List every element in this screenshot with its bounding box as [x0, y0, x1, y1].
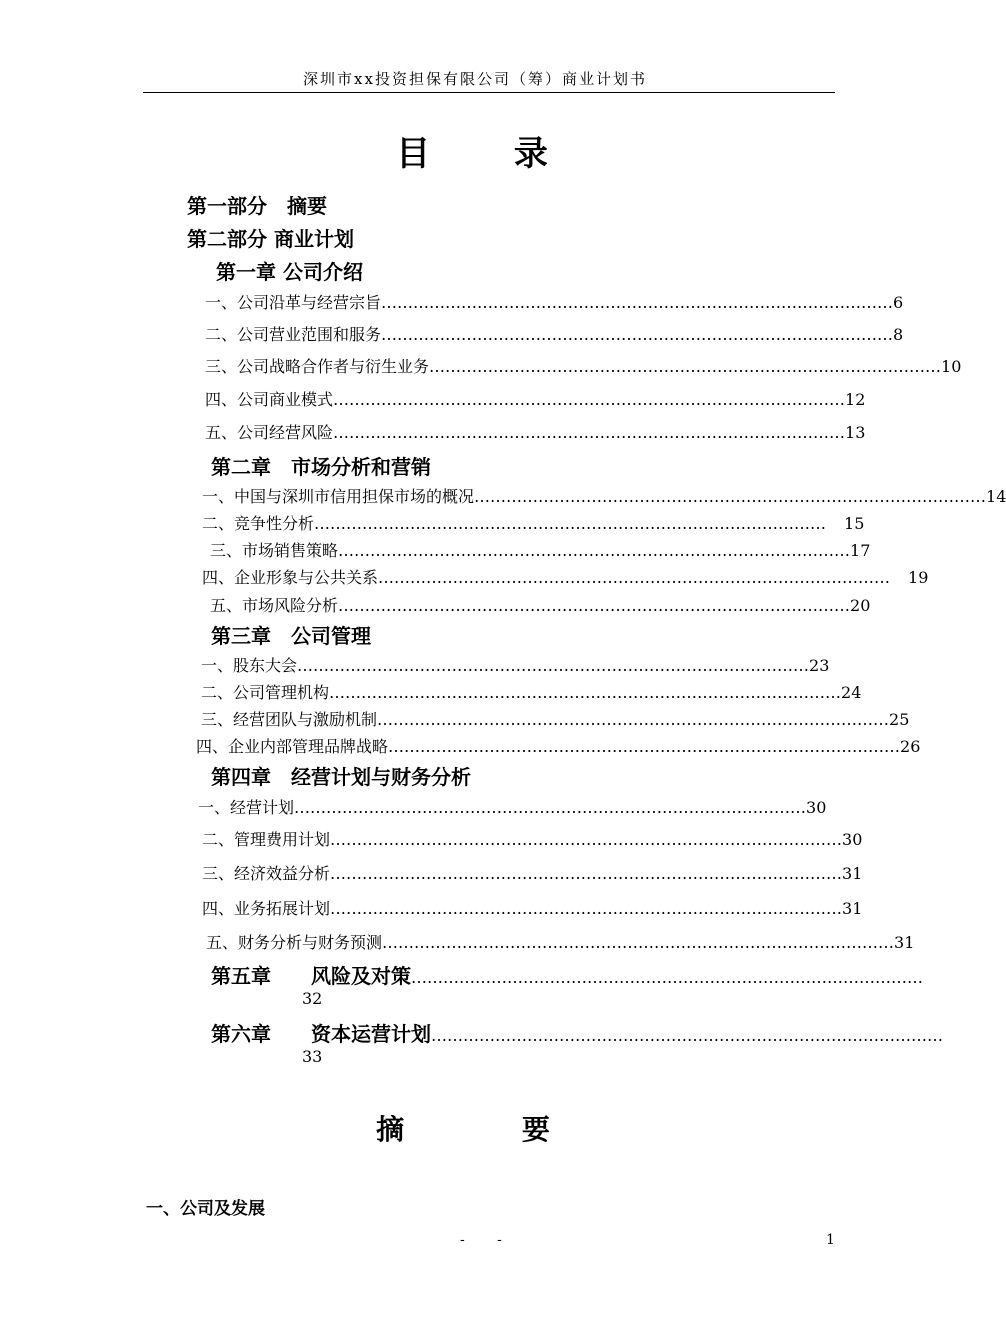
dot-leader: …………………………………………………………………………………… — [333, 390, 846, 409]
toc-entry-label: 管理费用计划 — [234, 830, 331, 849]
toc-entry-number: 二、 — [202, 830, 235, 849]
toc-entry-label: 业务拓展计划 — [234, 899, 331, 918]
toc-entry-number: 四、 — [205, 390, 238, 409]
toc-chapter-label: 第六章 资本运营计划 — [211, 1022, 431, 1046]
toc-entry-4-4[interactable] — [202, 896, 863, 919]
dot-leader: …………………………………………………………………………………… — [314, 514, 827, 533]
toc-entry-label: 公司经营风险 — [237, 423, 334, 442]
toc-chapter-label: 第五章 风险及对策 — [211, 964, 411, 988]
dot-leader: …………………………………………………………………………………… — [411, 968, 923, 987]
dot-leader: …………………………………………………………………………………… — [329, 683, 842, 702]
toc-entry-label: 公司商业模式 — [237, 390, 334, 409]
toc-entry-label: 经营计划 — [230, 798, 295, 817]
section-heading-company: 一、公司及发展 — [146, 1199, 265, 1219]
toc-entry-page: 19 — [908, 568, 929, 587]
dot-leader: …………………………………………………………………………………… — [338, 596, 851, 615]
dot-leader: …………………………………………………………………………………… — [474, 487, 987, 506]
toc-entry-label: 公司战略合作者与衍生业务 — [237, 357, 430, 376]
toc-entry-number: 五、 — [206, 933, 239, 952]
toc-entry-2-2[interactable] — [202, 511, 865, 534]
toc-entry-page: 25 — [889, 710, 910, 729]
toc-entry-label: 公司沿革与经营宗旨 — [237, 293, 382, 312]
dot-leader: …………………………………………………………………………………… — [388, 737, 901, 756]
toc-entry-page: 15 — [844, 514, 865, 533]
toc-entry-label: 企业内部管理品牌战略 — [228, 737, 389, 756]
toc-entry-number: 四、 — [202, 899, 235, 918]
toc-entry-2-1[interactable] — [202, 484, 1006, 507]
toc-entry-label: 经营团队与激励机制 — [233, 710, 378, 729]
toc-entry-3-3[interactable] — [201, 707, 910, 730]
toc-chapter-5[interactable] — [211, 960, 923, 989]
toc-entry-page: 12 — [845, 390, 866, 409]
toc-entry-label: 公司营业范围和服务 — [237, 325, 382, 344]
dot-leader: …………………………………………………………………………………… — [330, 864, 843, 883]
toc-entry-label: 竞争性分析 — [234, 514, 315, 533]
toc-entry-4-2[interactable] — [202, 827, 863, 850]
toc-entry-4-5[interactable] — [206, 930, 915, 953]
toc-chapter-3[interactable]: 第三章 公司管理 — [211, 624, 371, 648]
toc-entry-number: 一、 — [202, 487, 235, 506]
toc-chapter-4[interactable]: 第四章 经营计划与财务分析 — [211, 765, 471, 789]
toc-entry-number: 四、 — [202, 568, 235, 587]
toc-entry-3-4[interactable] — [196, 734, 921, 757]
toc-entry-number: 一、 — [198, 798, 231, 817]
toc-entry-number: 二、 — [202, 514, 235, 533]
dot-leader: …………………………………………………………………………………… — [378, 568, 891, 587]
dot-leader: …………………………………………………………………………………… — [382, 933, 895, 952]
footer-page-number: 1 — [826, 1232, 835, 1248]
toc-entry-number: 二、 — [201, 683, 234, 702]
toc-entry-number: 二、 — [205, 325, 238, 344]
dot-leader: …………………………………………………………………………………… — [429, 357, 942, 376]
dot-leader: …………………………………………………………………………………… — [381, 293, 894, 312]
toc-entry-4-1[interactable] — [198, 795, 827, 818]
toc-entry-page: 31 — [842, 899, 863, 918]
toc-entry-page: 31 — [842, 864, 863, 883]
toc-entry-label: 企业形象与公共关系 — [234, 568, 379, 587]
toc-entry-label: 经济效益分析 — [234, 864, 331, 883]
toc-chapter-2[interactable]: 第二章 市场分析和营销 — [211, 455, 431, 479]
toc-entry-page: 14 — [986, 487, 1006, 506]
dot-leader: …………………………………………………………………………………… — [431, 1026, 943, 1045]
dot-leader: …………………………………………………………………………………… — [377, 710, 890, 729]
toc-entry-1-4[interactable] — [205, 387, 866, 410]
toc-entry-page: 26 — [900, 737, 921, 756]
toc-chapter-5-page: 32 — [302, 989, 323, 1008]
dot-leader: …………………………………………………………………………………… — [381, 325, 894, 344]
toc-entry-1-3[interactable] — [205, 354, 962, 377]
toc-chapter-6-page: 33 — [302, 1047, 323, 1066]
toc-entry-page: 13 — [845, 423, 866, 442]
toc-entry-label: 财务分析与财务预测 — [238, 933, 383, 952]
toc-entry-label: 公司管理机构 — [233, 683, 330, 702]
toc-entry-page: 31 — [894, 933, 915, 952]
toc-entry-page: 6 — [893, 293, 904, 312]
dot-leader: …………………………………………………………………………………… — [330, 899, 843, 918]
toc-entry-label: 股东大会 — [233, 656, 298, 675]
toc-entry-number: 三、 — [210, 541, 243, 560]
toc-entry-page: 20 — [850, 596, 871, 615]
toc-entry-1-1[interactable] — [205, 290, 904, 313]
toc-title: 目 录 — [396, 134, 584, 174]
toc-entry-4-3[interactable] — [202, 861, 863, 884]
toc-entry-page: 10 — [941, 357, 962, 376]
toc-entry-page: 24 — [841, 683, 862, 702]
dot-leader: …………………………………………………………………………………… — [333, 423, 846, 442]
toc-entry-3-2[interactable] — [201, 680, 862, 703]
toc-entry-page: 30 — [806, 798, 827, 817]
toc-entry-page: 17 — [850, 541, 871, 560]
toc-entry-number: 三、 — [202, 864, 235, 883]
toc-entry-2-3[interactable] — [210, 538, 871, 561]
toc-chapter-1[interactable]: 第一章 公司介绍 — [216, 260, 363, 284]
toc-part-2[interactable]: 第二部分 商业计划 — [187, 227, 354, 251]
toc-entry-number: 三、 — [201, 710, 234, 729]
toc-entry-number: 一、 — [205, 293, 238, 312]
toc-entry-page: 8 — [893, 325, 904, 344]
toc-entry-label: 市场风险分析 — [242, 596, 339, 615]
toc-part-1[interactable]: 第一部分 摘要 — [187, 194, 327, 218]
dot-leader: …………………………………………………………………………………… — [294, 798, 807, 817]
header-rule — [143, 92, 835, 93]
dot-leader: …………………………………………………………………………………… — [338, 541, 851, 560]
toc-entry-label: 中国与深圳市信用担保市场的概况 — [234, 487, 475, 506]
toc-entry-page: 23 — [809, 656, 830, 675]
dot-leader: …………………………………………………………………………………… — [330, 830, 843, 849]
toc-entry-number: 四、 — [196, 737, 229, 756]
toc-entry-1-5[interactable] — [205, 420, 866, 443]
summary-title: 摘 要 — [376, 1113, 604, 1146]
page-header-title: 深圳市xx投资担保有限公司（筹）商业计划书 — [303, 70, 647, 88]
toc-entry-3-1[interactable] — [201, 653, 830, 676]
toc-entry-2-5[interactable] — [210, 593, 871, 616]
toc-entry-number: 三、 — [205, 357, 238, 376]
footer-center-mark: - - — [460, 1232, 516, 1248]
toc-entry-label: 市场销售策略 — [242, 541, 339, 560]
toc-entry-2-4[interactable] — [202, 565, 929, 588]
toc-entry-number: 五、 — [210, 596, 243, 615]
toc-entry-number: 一、 — [201, 656, 234, 675]
toc-entry-number: 五、 — [205, 423, 238, 442]
toc-chapter-6[interactable] — [211, 1018, 943, 1047]
toc-entry-1-2[interactable] — [205, 322, 904, 345]
toc-entry-page: 30 — [842, 830, 863, 849]
dot-leader: …………………………………………………………………………………… — [297, 656, 810, 675]
